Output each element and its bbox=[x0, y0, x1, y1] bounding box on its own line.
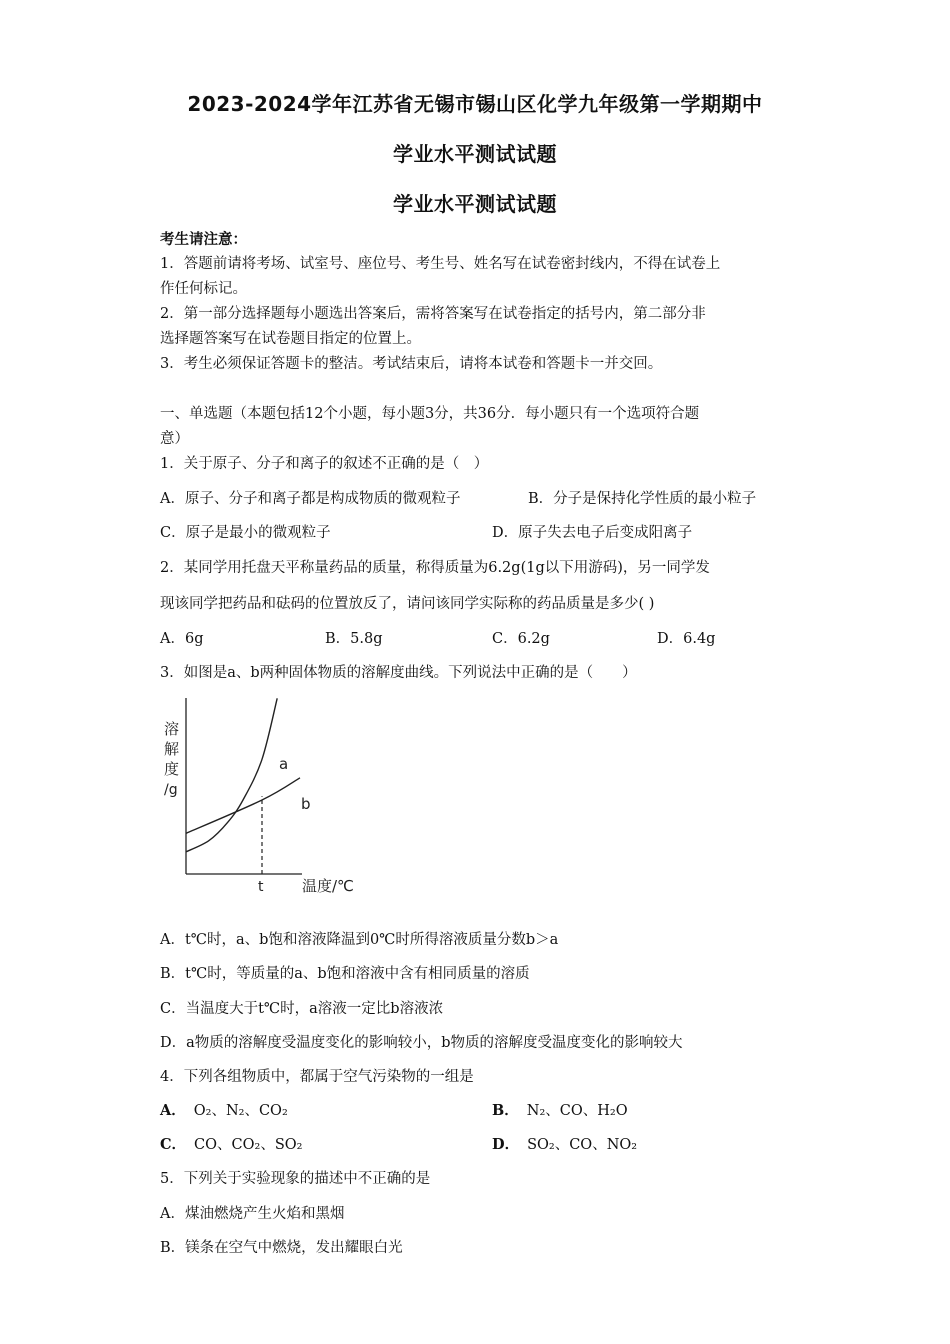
q3-stem: 3．如图是a、b两种固体物质的溶解度曲线。下列说法中正确的是（ ） bbox=[160, 665, 637, 681]
q2-option-d: D．6.4g bbox=[657, 631, 716, 647]
q4-option-c: C． CO、CO₂、SO₂ bbox=[160, 1136, 303, 1153]
notice-item-1a: 1．答题前请将考场、试室号、座位号、考生号、姓名写在试卷密封线内，不得在试卷上 bbox=[160, 256, 721, 272]
q4-option-a: A． O₂、N₂、CO₂ bbox=[160, 1102, 288, 1119]
q1-option-c: C．原子是最小的微观粒子 bbox=[160, 525, 331, 541]
series-line-a bbox=[186, 698, 277, 852]
exam-title-line3: 学业水平测试试题 bbox=[393, 192, 557, 216]
series-label-b: b bbox=[301, 795, 311, 813]
q5-stem: 5．下列关于实验现象的描述中不正确的是 bbox=[160, 1171, 431, 1187]
q5-option-b: B．镁条在空气中燃烧，发出耀眼白光 bbox=[160, 1240, 403, 1256]
y-label-char-1: 溶 bbox=[164, 720, 180, 738]
solubility-chart bbox=[150, 690, 380, 900]
section-heading-b: 意） bbox=[160, 431, 189, 447]
notice-item-2a: 2．第一部分选择题每小题选出答案后，需将答案写在试卷指定的括号内，第二部分非 bbox=[160, 306, 706, 322]
q2-option-a: A．6g bbox=[160, 631, 204, 647]
q2-stem-a: 2．某同学用托盘天平称量药品的质量，称得质量为6.2g(1g以下用游码)，另一同学发 bbox=[160, 560, 710, 576]
y-label-char-3: 度 bbox=[164, 760, 180, 778]
section-heading-a: 一、单选题（本题包括12个小题，每小题3分，共36分．每小题只有一个选项符合题 bbox=[160, 406, 700, 422]
x-axis-label: 温度/℃ bbox=[302, 877, 354, 895]
q3-option-d: D．a物质的溶解度受温度变化的影响较小，b物质的溶解度受温度变化的影响较大 bbox=[160, 1035, 683, 1051]
y-label-char-4: /g bbox=[164, 782, 178, 798]
series-line-b bbox=[186, 778, 300, 834]
exam-title-line1: 2023-2024学年江苏省无锡市锡山区化学九年级第一学期期中 bbox=[187, 92, 763, 116]
q4-option-d: D． SO₂、CO、NO₂ bbox=[492, 1136, 638, 1153]
notice-heading: 考生请注意： bbox=[160, 231, 247, 248]
exam-title-line2: 学业水平测试试题 bbox=[393, 142, 557, 166]
notice-item-1b: 作任何标记。 bbox=[160, 281, 247, 297]
notice-item-3: 3．考生必须保证答题卡的整洁。考试结束后，请将本试卷和答题卡一并交回。 bbox=[160, 356, 663, 372]
q1-option-b: B．分子是保持化学性质的最小粒子 bbox=[528, 491, 757, 507]
q1-option-a: A．原子、分子和离子都是构成物质的微观粒子 bbox=[160, 491, 461, 507]
series-label-a: a bbox=[279, 755, 289, 773]
q5-option-a: A．煤油燃烧产生火焰和黑烟 bbox=[160, 1206, 345, 1222]
notice-item-2b: 选择题答案写在试卷题目指定的位置上。 bbox=[160, 331, 421, 347]
q2-option-b: B．5.8g bbox=[325, 631, 383, 647]
q3-option-b: B．t℃时，等质量的a、b饱和溶液中含有相同质量的溶质 bbox=[160, 966, 530, 982]
x-tick-label-t: t bbox=[258, 879, 264, 895]
q2-option-c: C．6.2g bbox=[492, 631, 550, 647]
q1-option-d: D．原子失去电子后变成阳离子 bbox=[492, 525, 693, 541]
y-label-char-2: 解 bbox=[164, 740, 180, 758]
q3-option-c: C．当温度大于t℃时，a溶液一定比b溶液浓 bbox=[160, 1001, 444, 1017]
q2-stem-b: 现该同学把药品和砝码的位置放反了，请问该同学实际称的药品质量是多少( ) bbox=[160, 596, 655, 612]
q3-option-a: A．t℃时，a、b饱和溶液降温到0℃时所得溶液质量分数b＞a bbox=[160, 932, 559, 948]
q4-stem: 4．下列各组物质中，都属于空气污染物的一组是 bbox=[160, 1069, 474, 1085]
q1-stem: 1．关于原子、分子和离子的叙述不正确的是（ ） bbox=[160, 456, 489, 472]
q4-option-b: B． N₂、CO、H₂O bbox=[492, 1102, 628, 1119]
